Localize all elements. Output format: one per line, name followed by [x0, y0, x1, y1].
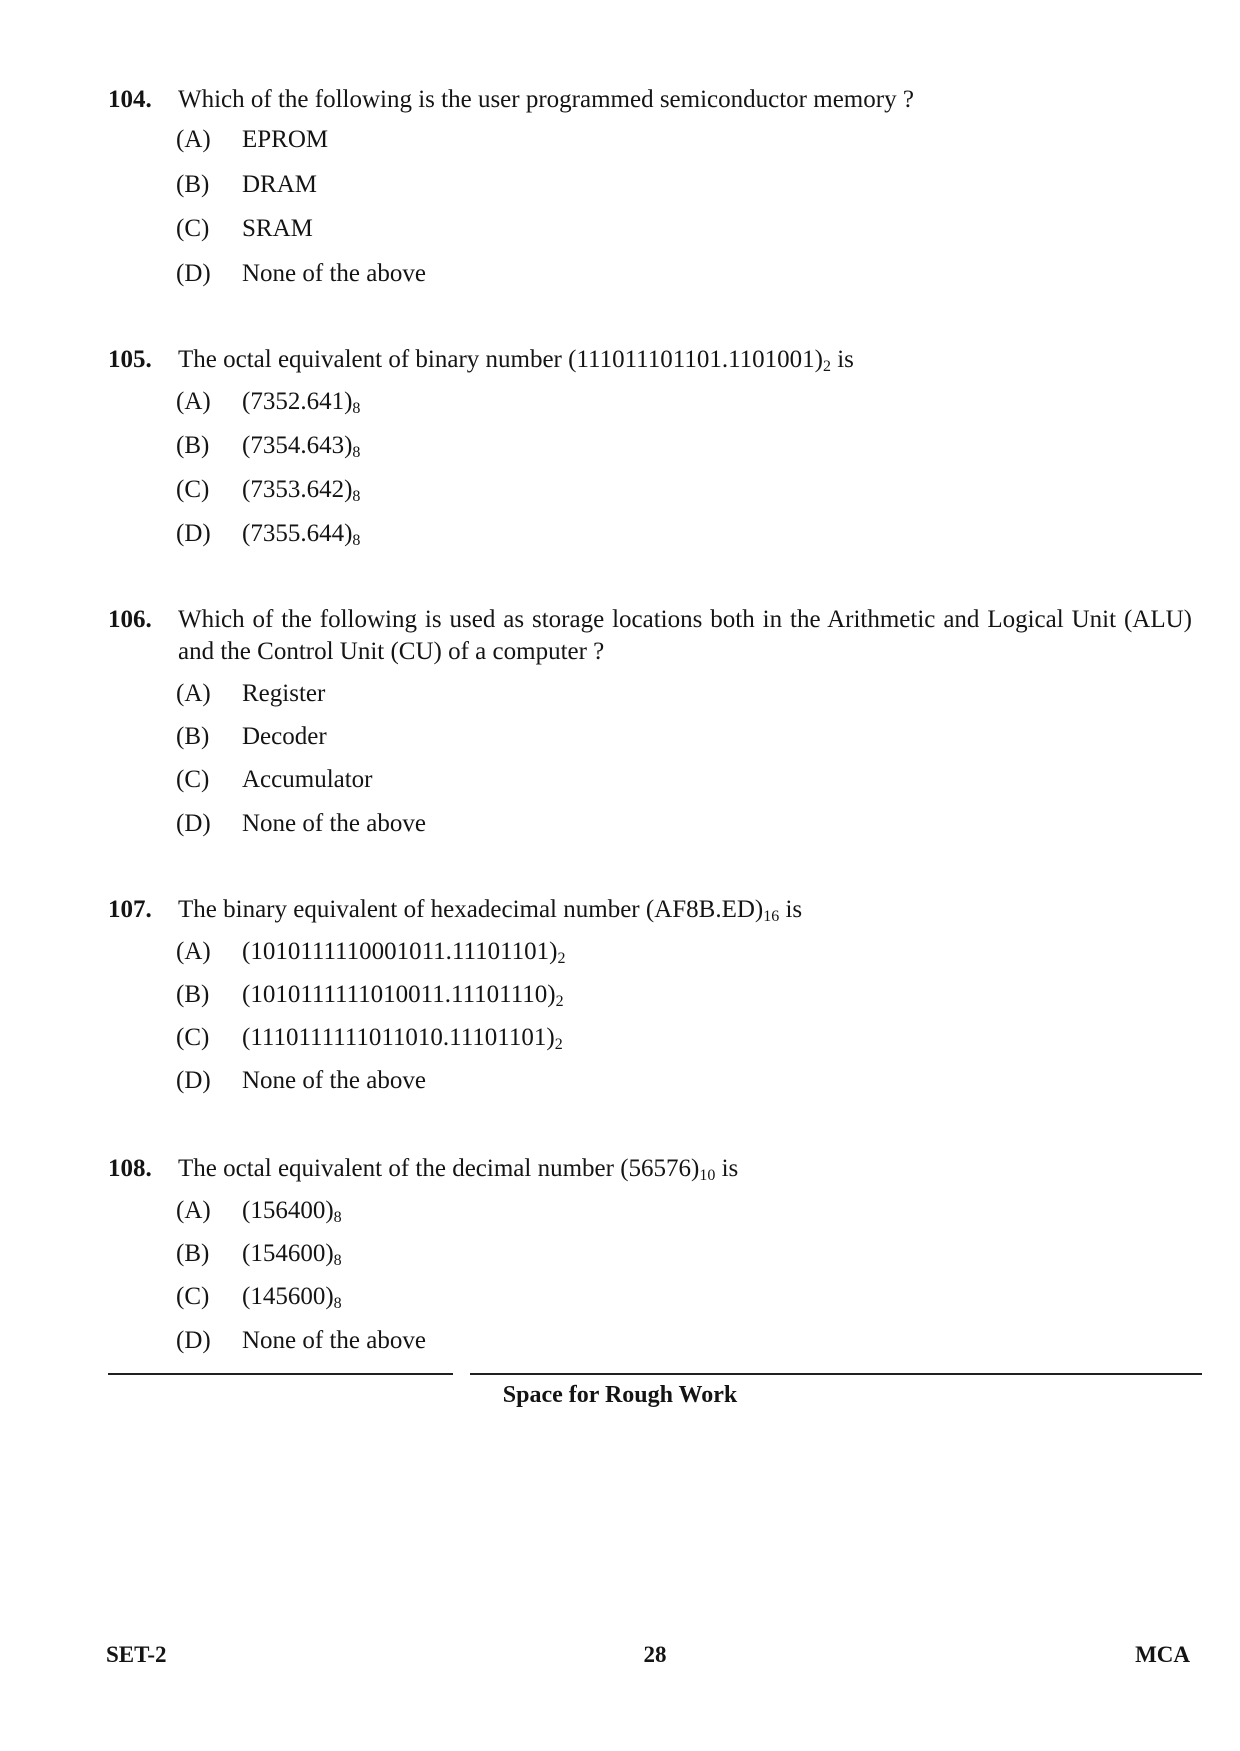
- option-letter: (D): [176, 810, 211, 837]
- option-base: 8: [352, 444, 361, 461]
- option-c: [176, 211, 313, 247]
- option-letter: (D): [176, 1327, 211, 1354]
- option-base: 8: [333, 1295, 342, 1312]
- option-text: (1010111111010011.11101110): [242, 981, 556, 1008]
- option-base: 8: [333, 1209, 342, 1226]
- divider-left: [108, 1373, 453, 1375]
- option-letter: (C): [176, 215, 210, 242]
- option-b: [176, 977, 564, 1013]
- option-text: (1010111110001011.11101101): [242, 938, 558, 965]
- option-text: SRAM: [242, 215, 313, 242]
- option-base: 2: [557, 950, 566, 967]
- option-letter: (A): [176, 1197, 211, 1224]
- option-a: [176, 676, 325, 712]
- rough-work-label: Space for Rough Work: [502, 1382, 738, 1408]
- option-text: None of the above: [242, 260, 426, 287]
- option-letter: (C): [176, 1024, 210, 1051]
- divider-right: [470, 1373, 1202, 1375]
- question-text-base: 16: [763, 908, 780, 925]
- option-text: (7354.643): [242, 432, 353, 459]
- option-text: (154600): [242, 1240, 334, 1267]
- option-d: [176, 256, 426, 292]
- option-letter: (C): [176, 476, 210, 503]
- option-c: [176, 1279, 342, 1315]
- option-letter: (A): [176, 126, 211, 153]
- question-number: 105.: [108, 346, 152, 373]
- footer-page-number: 28: [643, 1642, 667, 1667]
- question-text: [178, 894, 1192, 926]
- option-d: [176, 516, 360, 552]
- question-number: 108.: [108, 1155, 152, 1182]
- option-a: [176, 1193, 342, 1229]
- option-a: [176, 122, 328, 158]
- question-text-main: The binary equivalent of hexadecimal number (AF8B.ED): [178, 896, 764, 923]
- footer-course: MCA: [1135, 1642, 1190, 1667]
- option-c: [176, 472, 360, 508]
- option-letter: (C): [176, 766, 210, 793]
- question-text: [178, 1153, 1192, 1185]
- question-text: [178, 344, 1192, 376]
- option-text: Decoder: [242, 723, 327, 750]
- option-letter: (A): [176, 938, 211, 965]
- option-base: 2: [554, 1036, 563, 1053]
- option-d: [176, 1323, 426, 1359]
- option-letter: (C): [176, 1283, 210, 1310]
- option-b: [176, 1236, 342, 1272]
- option-text: (145600): [242, 1283, 334, 1310]
- option-text: Accumulator: [242, 766, 373, 793]
- option-letter: (D): [176, 1067, 211, 1094]
- question-number: 104.: [108, 86, 152, 113]
- option-letter: (D): [176, 520, 211, 547]
- option-d: [176, 1063, 426, 1099]
- option-text: (156400): [242, 1197, 334, 1224]
- option-text: None of the above: [242, 1327, 426, 1354]
- option-text: (7353.642): [242, 476, 353, 503]
- option-text: (1110111111011010.11101101): [242, 1024, 555, 1051]
- option-letter: (B): [176, 1240, 210, 1267]
- question-text-base: 2: [822, 358, 831, 375]
- option-letter: (B): [176, 723, 210, 750]
- option-a: [176, 384, 360, 420]
- question-text: Which of the following is used as storage locations both in the Arithmetic and Logical Unit (ALU) and the Control Unit (CU) of a computer ?: [178, 606, 1192, 665]
- option-letter: (B): [176, 171, 210, 198]
- option-text: Register: [242, 680, 326, 707]
- option-letter: (B): [176, 432, 210, 459]
- option-text: DRAM: [242, 171, 318, 198]
- question-text-end: is: [830, 346, 854, 373]
- option-letter: (D): [176, 260, 211, 287]
- option-b: [176, 167, 317, 203]
- option-text: EPROM: [242, 126, 329, 153]
- footer-set: SET-2: [106, 1642, 167, 1667]
- question-text-base: 10: [699, 1167, 716, 1184]
- question-text-end: is: [715, 1155, 739, 1182]
- option-text: None of the above: [242, 810, 426, 837]
- question-number: 106.: [108, 606, 152, 633]
- option-letter: (A): [176, 680, 211, 707]
- question-text-end: is: [779, 896, 803, 923]
- option-text: (7355.644): [242, 520, 353, 547]
- option-a: [176, 934, 565, 970]
- question-number: 107.: [108, 896, 152, 923]
- option-b: [176, 428, 360, 464]
- question-text-main: The octal equivalent of binary number (111011101101.1101001): [178, 346, 823, 373]
- option-c: [176, 1020, 563, 1056]
- option-c: [176, 762, 373, 798]
- option-base: 8: [352, 488, 361, 505]
- option-text: None of the above: [242, 1067, 426, 1094]
- option-base: 8: [352, 400, 361, 417]
- option-letter: (A): [176, 388, 211, 415]
- question-text: Which of the following is the user programmed semiconductor memory ?: [178, 86, 914, 113]
- option-text: (7352.641): [242, 388, 353, 415]
- question-text-main: The octal equivalent of the decimal number (56576): [178, 1155, 700, 1182]
- option-base: 8: [333, 1252, 342, 1269]
- option-b: [176, 719, 327, 755]
- option-letter: (B): [176, 981, 210, 1008]
- option-d: [176, 806, 426, 842]
- option-base: 2: [555, 993, 564, 1010]
- option-base: 8: [352, 532, 361, 549]
